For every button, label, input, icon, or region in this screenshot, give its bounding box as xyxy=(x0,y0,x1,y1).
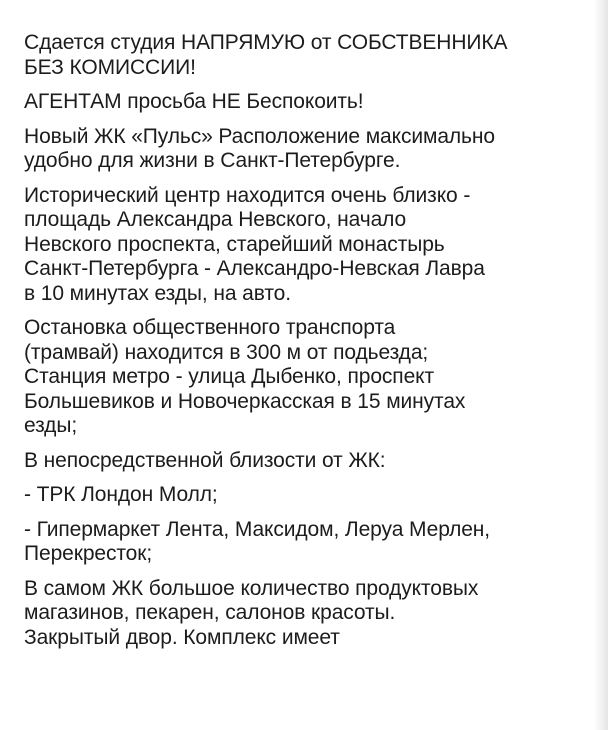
paragraph-complex-amenities xyxy=(24,577,594,651)
text-line: В самом ЖК большое количество продуктовых xyxy=(24,576,479,600)
text-line: БЕЗ КОМИССИИ! xyxy=(24,55,196,79)
text-line: Санкт-Петербурга - Александро-Невская Лавра xyxy=(24,257,485,280)
text-line: В непосредственной близости от ЖК: xyxy=(24,448,386,472)
paragraph-historic-center xyxy=(24,184,594,307)
text-line: в 10 минутах езды, на авто. xyxy=(24,281,291,305)
text-line: Станция метро - улица Дыбенко, проспект xyxy=(24,365,434,388)
text-line: - ТРК Лондон Молл; xyxy=(24,483,218,506)
text-line: Невского проспекта, старейший монастырь xyxy=(24,232,445,256)
screen-edge-shadow xyxy=(594,0,608,730)
text-line: Сдается студия НАПРЯМУЮ от СОБСТВЕННИКА xyxy=(24,31,508,54)
paragraph-nearby-stores xyxy=(24,518,594,567)
paragraph-nearby-mall xyxy=(24,483,594,508)
text-line: площадь Александра Невского, начало xyxy=(24,208,407,231)
text-line: (трамвай) находится в 300 м от подьезда; xyxy=(24,340,429,364)
paragraph-intro xyxy=(24,31,594,80)
text-line: Большевиков и Новочеркасская в 15 минутах xyxy=(24,389,466,413)
text-line: езды; xyxy=(24,414,78,437)
text-line: Перекресток; xyxy=(24,542,153,565)
listing-description xyxy=(24,31,594,660)
paragraph-transport xyxy=(24,316,594,439)
text-line: АГЕНТАМ просьба НЕ Беспокоить! xyxy=(24,90,364,113)
text-line: Новый ЖК «Пульс» Расположение максимально xyxy=(24,124,495,148)
paragraph-agents-notice xyxy=(24,90,594,115)
paragraph-nearby-heading xyxy=(24,449,594,474)
text-line: - Гипермаркет Лента, Максидом, Леруа Мерлен, xyxy=(24,517,491,541)
paragraph-complex xyxy=(24,125,594,174)
text-line: Остановка общественного транспорта xyxy=(24,316,396,339)
text-line: магазинов, пекарен, салонов красоты. xyxy=(24,601,396,624)
text-line: удобно для жизни в Санкт-Петербурге. xyxy=(24,149,401,172)
text-line: Закрытый двор. Комплекс имеет xyxy=(24,625,340,649)
text-line: Исторический центр находится очень близко - xyxy=(24,183,471,207)
